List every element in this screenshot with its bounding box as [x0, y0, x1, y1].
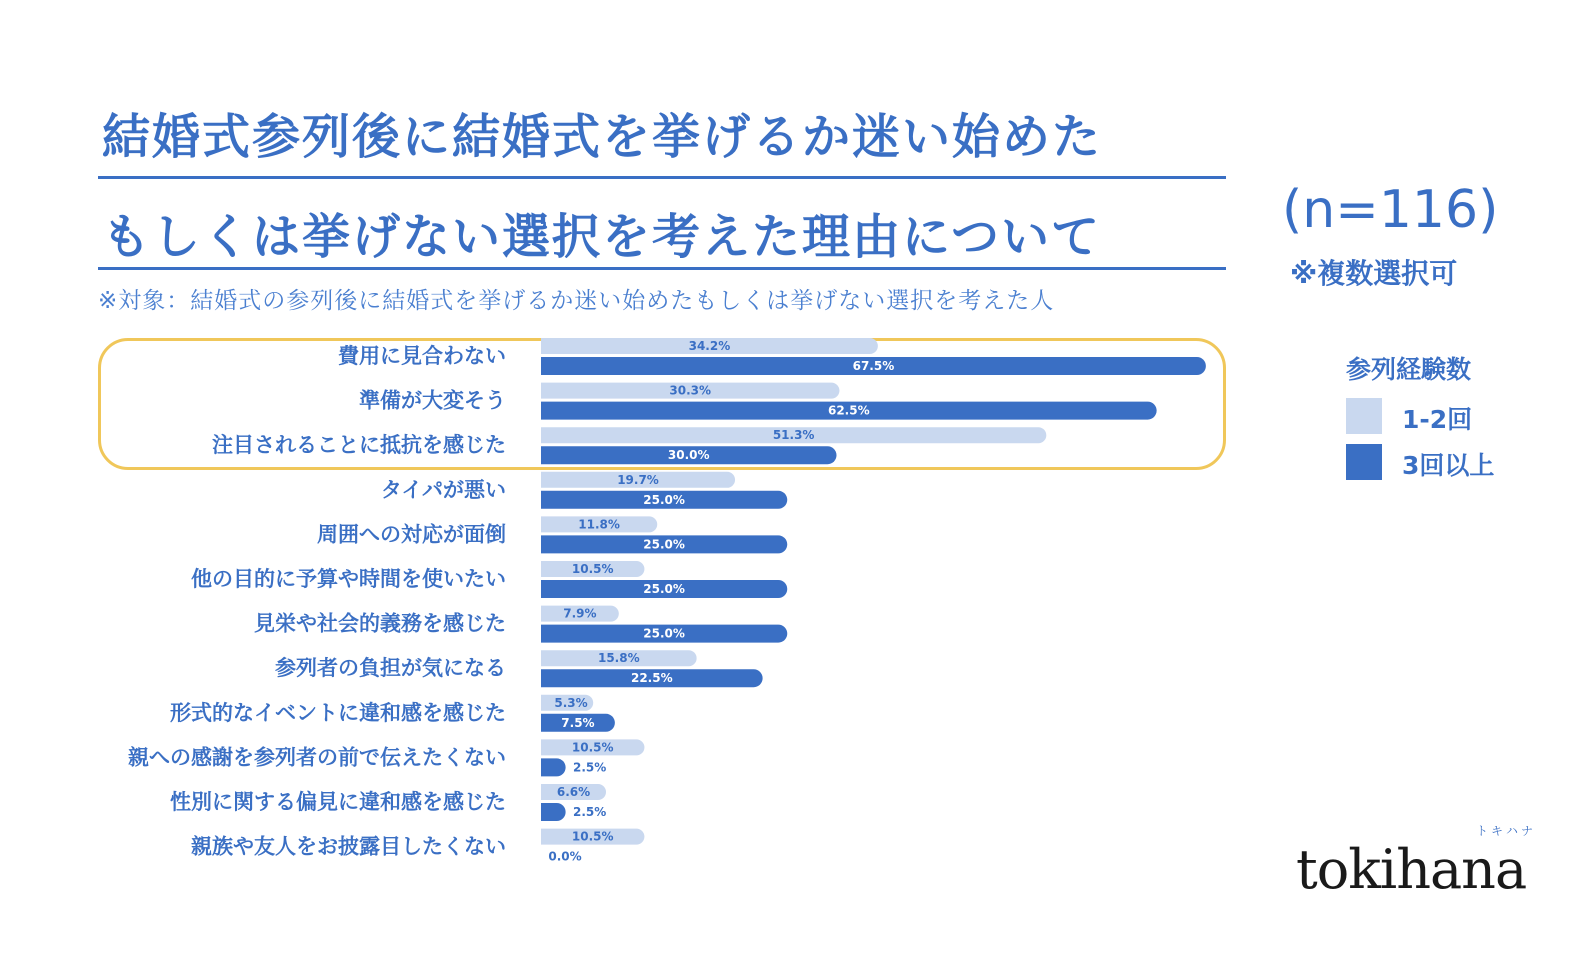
- category-label: 他の目的に予算や時間を使いたい: [191, 567, 506, 591]
- category-label: 親への感謝を参列者の前で伝えたくない: [128, 745, 506, 770]
- chart-title-line2: もしくは挙げない選択を考えた理由について: [102, 209, 1102, 265]
- value-label-1-2: 6.6%: [556, 785, 591, 799]
- legend-label: 1-2回: [1402, 405, 1473, 434]
- value-label-3plus: 2.5%: [572, 760, 607, 775]
- category-label: 親族や友人をお披露目したくない: [191, 834, 506, 859]
- category-label: 形式的なイベントに違和感を感じた: [170, 700, 506, 725]
- value-label-3plus: 7.5%: [561, 715, 595, 730]
- value-label-1-2: 30.3%: [669, 383, 712, 398]
- value-label-3plus: 0.0%: [548, 849, 582, 864]
- value-label-1-2: 15.8%: [597, 651, 640, 666]
- legend-title: 参列経験数: [1346, 355, 1472, 384]
- bar-3plus: [541, 803, 566, 821]
- value-label-1-2: 34.2%: [688, 339, 731, 353]
- value-label-1-2: 7.9%: [563, 606, 597, 621]
- value-label-3plus: 30.0%: [667, 448, 710, 463]
- value-label-1-2: 51.3%: [772, 428, 815, 443]
- value-label-3plus: 62.5%: [827, 403, 870, 418]
- value-label-3plus: 22.5%: [630, 671, 673, 686]
- value-label-1-2: 10.5%: [571, 740, 614, 755]
- category-label: 参列者の負担が気になる: [275, 656, 506, 681]
- value-label-3plus: 25.0%: [643, 626, 685, 641]
- value-label-1-2: 11.8%: [578, 517, 620, 532]
- multi-select-note: ※複数選択可: [1290, 257, 1458, 290]
- value-label-3plus: 67.5%: [852, 359, 895, 373]
- category-label: 準備が大変そう: [359, 388, 506, 413]
- category-label: 費用に見合わない: [338, 344, 506, 368]
- value-label-1-2: 19.7%: [617, 472, 659, 487]
- value-label-3plus: 25.0%: [643, 537, 685, 552]
- value-label-1-2: 5.3%: [554, 695, 588, 710]
- category-label: 注目されることに抵抗を感じた: [212, 433, 506, 458]
- tokihana-logo: tokihana: [1296, 838, 1527, 901]
- value-label-3plus: 2.5%: [572, 805, 607, 819]
- category-label: タイパが悪い: [380, 477, 506, 502]
- category-label: 性別に関する偏見に違和感を感じた: [170, 790, 506, 814]
- chart-title-line1: 結婚式参列後に結婚式を挙げるか迷い始めた: [102, 109, 1103, 165]
- value-label-1-2: 10.5%: [571, 562, 614, 576]
- target-note: ※対象：結婚式の参列後に結婚式を挙げるか迷い始めたもしくは挙げない選択を考えた人: [98, 288, 1055, 314]
- category-label: 周囲への対応が面倒: [317, 522, 506, 547]
- value-label-3plus: 25.0%: [643, 492, 685, 507]
- sample-size: (n=116): [1282, 180, 1499, 240]
- category-label: 見栄や社会的義務を感じた: [254, 611, 506, 636]
- value-label-3plus: 25.0%: [643, 582, 685, 596]
- bar-3plus: [541, 758, 566, 776]
- legend-label: 3回以上: [1402, 451, 1495, 480]
- value-label-1-2: 10.5%: [571, 829, 614, 844]
- tokihana-logo-kana: トキハナ: [1476, 824, 1537, 838]
